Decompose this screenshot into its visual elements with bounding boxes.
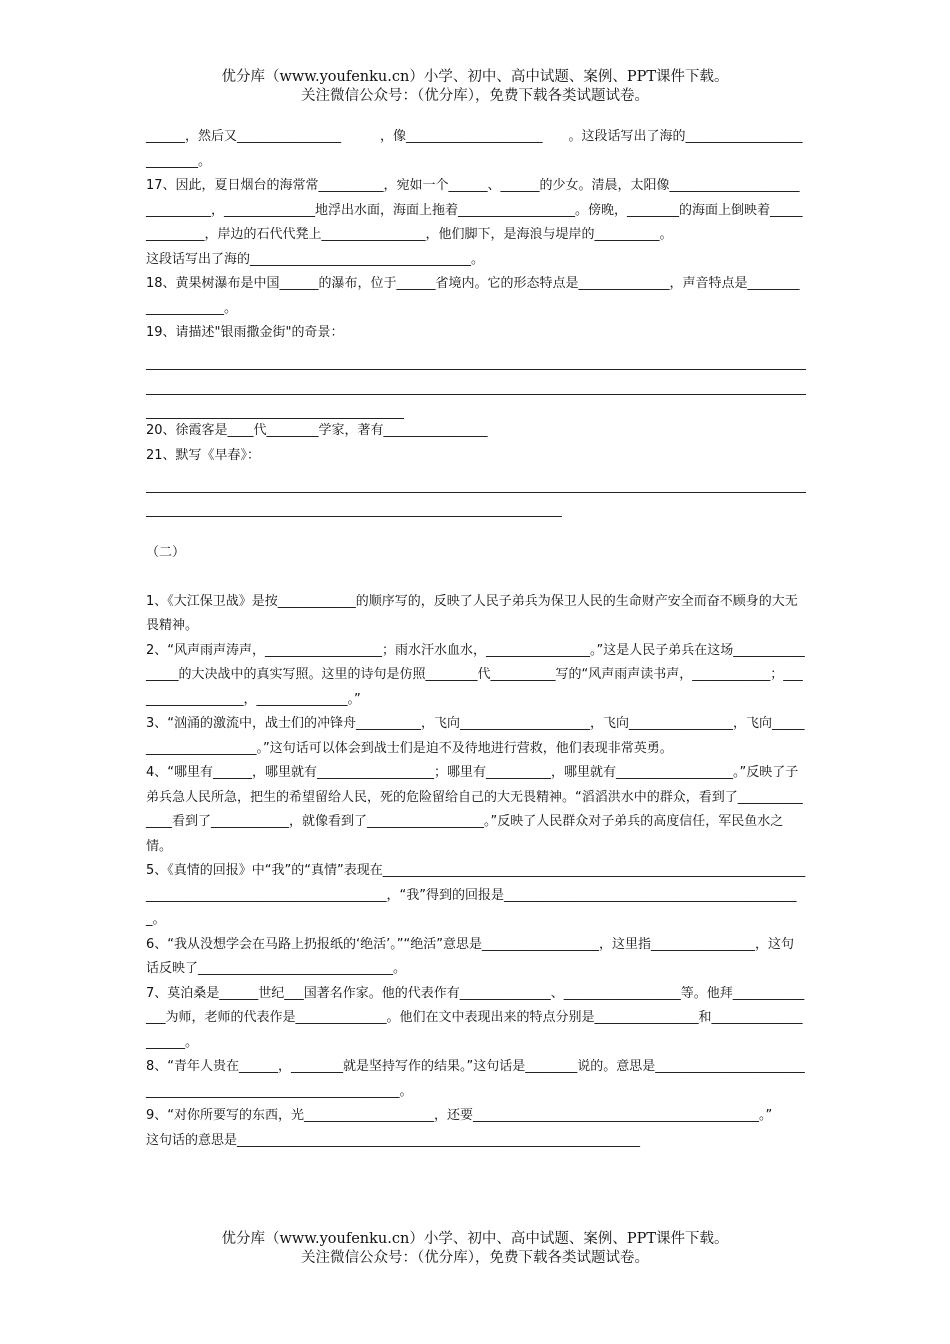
header-line-1: 优分库（www.youfenku.cn）小学、初中、高中试题、案例、PPT课件下载。 bbox=[221, 69, 729, 85]
section-heading: （二） bbox=[146, 545, 186, 560]
question-9: 9、“对你所要写的东西，光____________________，还要____________________________________________。” bbox=[146, 1108, 773, 1123]
question-17-summary: 这段话写出了海的__________________________________。 bbox=[146, 251, 485, 267]
question-18: 18、黄果树瀑布是中国______的瀑布，位于______省境内。它的形态特点是______________，声音特点是____________________。 bbox=[146, 276, 800, 316]
question-19: 19、请描述"银雨撒金街"的奇景： bbox=[146, 325, 344, 340]
question-6: 6、“我从没想学会在马路上扔报纸的‘绝活’。”“绝活”意思是__________________，这里指________________，这句话反映了______________________________。 bbox=[146, 936, 794, 976]
answer-lines-19 bbox=[146, 346, 806, 420]
answer-lines-21 bbox=[146, 468, 806, 517]
footer-line-2: 关注微信公众号：（优分库），免费下载各类试题试卷。 bbox=[301, 1250, 649, 1266]
question-7: 7、莫泊桑是______世纪___国著名作家。他的代表作有______________、__________________等。他拜______________为师，老师的代表作是______________。他们在文中表现出来的特点分别是________________和____________________。 bbox=[146, 985, 805, 1050]
question-16-continuation: ______，然后又________________ ，像_____________________ 。这段话写出了海的__________________________。 bbox=[146, 129, 803, 169]
question-3: 3、“汹涌的激流中，战士们的冲锋舟__________，飞向____________________，飞向________________，飞向______________________。”这句话可以体会到战士们是迫不及待地进行营救，他们表现非常英勇。 bbox=[146, 716, 805, 756]
answer-line bbox=[146, 493, 562, 518]
question-5: 5、《真情的回报》中“我”的“真情”表现在______________________________________________________________________________________________________，“我”得到的回报是______________________________________________。 bbox=[146, 863, 806, 927]
document-body bbox=[146, 125, 806, 1153]
question-9-meaning: 这句话的意思是______________________________________________________________ bbox=[146, 1132, 641, 1148]
question-4: 4、“哪里有______，哪里就有__________________；哪里有__________，哪里就有__________________。”反映了子弟兵急人民所急，把生的希望留给人民，死的危险留给自己的大无畏精神。“滔滔洪水中的群众，看到了______________看到了____________，就像看到了__________________。”反映了人民群众对子弟兵的高度信任，军民鱼水之情。 bbox=[146, 765, 803, 854]
question-2: 2、“风声雨声涛声，__________________；雨水汗水血水，________________。”这是人民子弟兵在这场________________的大决战中的真实写照。这里的诗句是仿照________代__________写的“风声雨声读书声，____________；__________________，______________。” bbox=[146, 642, 805, 707]
answer-line bbox=[146, 346, 806, 371]
page-footer bbox=[0, 1230, 950, 1268]
answer-line bbox=[146, 468, 806, 493]
footer-line-1: 优分库（www.youfenku.cn）小学、初中、高中试题、案例、PPT课件下载。 bbox=[221, 1231, 729, 1247]
page-header bbox=[0, 68, 950, 106]
answer-line bbox=[146, 370, 806, 395]
header-line-2: 关注微信公众号：（优分库），免费下载各类试题试卷。 bbox=[301, 88, 649, 104]
question-20: 20、徐霞客是____代________学家，著有________________ bbox=[146, 423, 488, 438]
question-8: 8、“青年人贵在______，________就是坚持写作的结果。”这句话是________说的。意思是______________________________________________________________。 bbox=[146, 1059, 805, 1099]
question-17: 17、因此，夏日烟台的海常常__________，宛如一个______、______的少女。清晨，太阳像______________________________，______________地浮出水面，海面上拖着__________________。傍晚，________的海面上倒映着______________，岸边的石代代凳上________________，他们脚下，是海浪与堤岸的__________。 bbox=[146, 178, 803, 242]
question-21: 21、默写《早春》： bbox=[146, 447, 261, 463]
question-1: 1、《大江保卫战》是按____________的顺序写的，反映了人民子弟兵为保卫人民的生命财产安全而奋不顾身的大无畏精神。 bbox=[146, 593, 798, 633]
answer-line bbox=[146, 395, 404, 420]
